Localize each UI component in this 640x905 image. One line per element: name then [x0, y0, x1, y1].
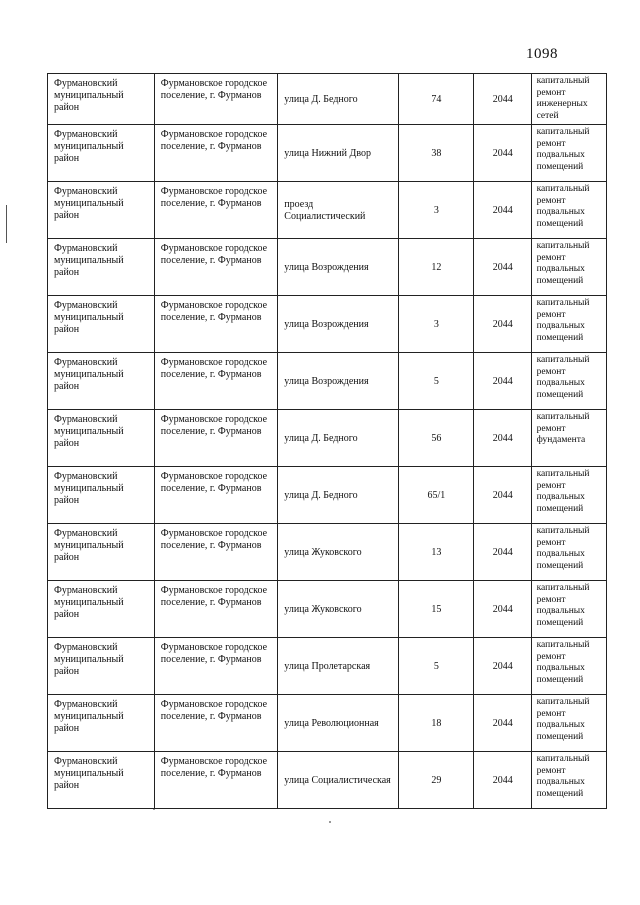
street-cell: улица Возрождения [278, 296, 398, 353]
table-row [48, 296, 607, 353]
house-number-cell: 56 [398, 410, 473, 467]
settlement-cell: Фурмановское городское поселение, г. Фурманов [154, 182, 278, 239]
street-cell: улица Возрождения [278, 239, 398, 296]
street-cell: улица Социалистическая [278, 752, 398, 809]
page-number: 1098 [526, 46, 558, 62]
district-cell: Фурмановский муниципальный район [48, 638, 155, 695]
table-body [48, 74, 607, 809]
planned-year-cell: 2044 [474, 182, 532, 239]
planned-year-cell: 2044 [474, 296, 532, 353]
work-type-cell: капитальный ремонт подвальных помещений [531, 467, 606, 524]
planned-year-cell: 2044 [474, 638, 532, 695]
street-cell: улица Пролетарская [278, 638, 398, 695]
settlement-cell: Фурмановское городское поселение, г. Фурманов [154, 695, 278, 752]
house-number-cell: 18 [398, 695, 473, 752]
planned-year-cell: 2044 [474, 467, 532, 524]
district-cell: Фурмановский муниципальный район [48, 182, 155, 239]
district-cell: Фурмановский муниципальный район [48, 239, 155, 296]
planned-year-cell: 2044 [474, 74, 532, 125]
work-type-cell: капитальный ремонт подвальных помещений [531, 638, 606, 695]
street-cell: улица Д. Бедного [278, 74, 398, 125]
settlement-cell: Фурмановское городское поселение, г. Фурманов [154, 74, 278, 125]
work-type-cell: капитальный ремонт фундамента [531, 410, 606, 467]
table-row [48, 125, 607, 182]
planned-year-cell: 2044 [474, 125, 532, 182]
district-cell: Фурмановский муниципальный район [48, 296, 155, 353]
planned-year-cell: 2044 [474, 581, 532, 638]
scan-artifact-dot [329, 821, 331, 823]
settlement-cell: Фурмановское городское поселение, г. Фурманов [154, 353, 278, 410]
work-type-cell: капитальный ремонт инженерных сетей [531, 74, 606, 125]
district-cell: Фурмановский муниципальный район [48, 695, 155, 752]
settlement-cell: Фурмановское городское поселение, г. Фурманов [154, 296, 278, 353]
table-row [48, 752, 607, 809]
house-number-cell: 15 [398, 581, 473, 638]
planned-year-cell: 2044 [474, 410, 532, 467]
house-number-cell: 13 [398, 524, 473, 581]
work-type-cell: капитальный ремонт подвальных помещений [531, 752, 606, 809]
settlement-cell: Фурмановское городское поселение, г. Фурманов [154, 410, 278, 467]
street-cell: улица Жуковского [278, 581, 398, 638]
settlement-cell: Фурмановское городское поселение, г. Фурманов [154, 752, 278, 809]
work-type-cell: капитальный ремонт подвальных помещений [531, 695, 606, 752]
settlement-cell: Фурмановское городское поселение, г. Фурманов [154, 239, 278, 296]
work-type-cell: капитальный ремонт подвальных помещений [531, 239, 606, 296]
planned-year-cell: 2044 [474, 752, 532, 809]
settlement-cell: Фурмановское городское поселение, г. Фурманов [154, 467, 278, 524]
street-cell: улица Возрождения [278, 353, 398, 410]
work-type-cell: капитальный ремонт подвальных помещений [531, 125, 606, 182]
house-number-cell: 65/1 [398, 467, 473, 524]
table-row [48, 239, 607, 296]
table-row [48, 524, 607, 581]
planned-year-cell: 2044 [474, 353, 532, 410]
table-row [48, 467, 607, 524]
district-cell: Фурмановский муниципальный район [48, 581, 155, 638]
house-number-cell: 74 [398, 74, 473, 125]
table-row [48, 74, 607, 125]
street-cell: улица Революционная [278, 695, 398, 752]
settlement-cell: Фурмановское городское поселение, г. Фурманов [154, 638, 278, 695]
table-row [48, 182, 607, 239]
district-cell: Фурмановский муниципальный район [48, 524, 155, 581]
street-cell: улица Д. Бедного [278, 467, 398, 524]
planned-year-cell: 2044 [474, 695, 532, 752]
work-type-cell: капитальный ремонт подвальных помещений [531, 182, 606, 239]
work-type-cell: капитальный ремонт подвальных помещений [531, 524, 606, 581]
table-row [48, 410, 607, 467]
street-cell: проезд Социалистический [278, 182, 398, 239]
district-cell: Фурмановский муниципальный район [48, 125, 155, 182]
district-cell: Фурмановский муниципальный район [48, 752, 155, 809]
planned-year-cell: 2044 [474, 524, 532, 581]
settlement-cell: Фурмановское городское поселение, г. Фурманов [154, 125, 278, 182]
house-number-cell: 3 [398, 296, 473, 353]
house-number-cell: 3 [398, 182, 473, 239]
house-number-cell: 12 [398, 239, 473, 296]
street-cell: улица Нижний Двор [278, 125, 398, 182]
house-number-cell: 5 [398, 353, 473, 410]
street-cell: улица Д. Бедного [278, 410, 398, 467]
table-row [48, 638, 607, 695]
work-type-cell: капитальный ремонт подвальных помещений [531, 581, 606, 638]
district-cell: Фурмановский муниципальный район [48, 353, 155, 410]
settlement-cell: Фурмановское городское поселение, г. Фурманов [154, 581, 278, 638]
house-number-cell: 5 [398, 638, 473, 695]
table-row [48, 353, 607, 410]
work-type-cell: капитальный ремонт подвальных помещений [531, 296, 606, 353]
district-cell: Фурмановский муниципальный район [48, 467, 155, 524]
table-row [48, 695, 607, 752]
work-type-cell: капитальный ремонт подвальных помещений [531, 353, 606, 410]
table-row [48, 581, 607, 638]
house-number-cell: 29 [398, 752, 473, 809]
street-cell: улица Жуковского [278, 524, 398, 581]
settlement-cell: Фурмановское городское поселение, г. Фурманов [154, 524, 278, 581]
repair-schedule-table [47, 73, 607, 809]
house-number-cell: 38 [398, 125, 473, 182]
district-cell: Фурмановский муниципальный район [48, 410, 155, 467]
planned-year-cell: 2044 [474, 239, 532, 296]
scan-artifact-line [6, 205, 7, 243]
district-cell: Фурмановский муниципальный район [48, 74, 155, 125]
